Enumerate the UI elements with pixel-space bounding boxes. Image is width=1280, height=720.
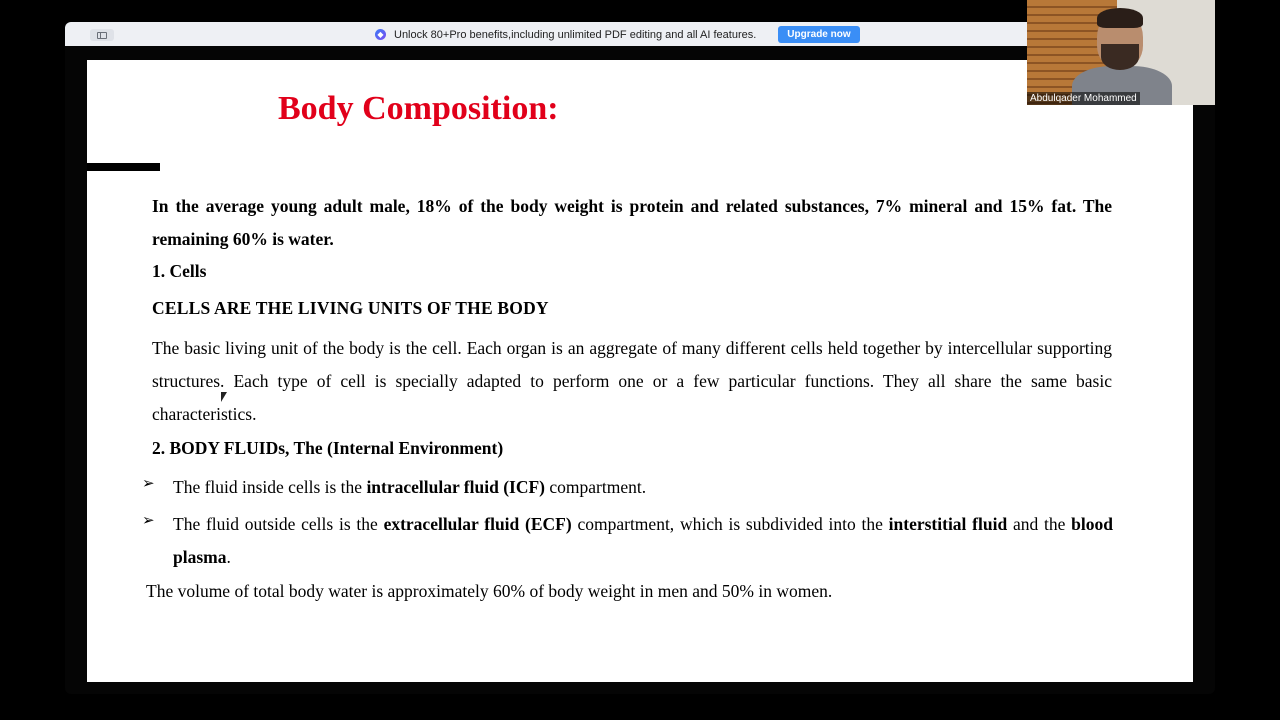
arrow-bullet-icon: ➢ [142, 476, 155, 492]
bullet-ecf-term: extracellular fluid (ECF) [383, 514, 572, 534]
participant-beard [1101, 44, 1139, 70]
participant-video-tile[interactable] [1027, 0, 1215, 105]
mouse-cursor-icon [221, 392, 227, 402]
promo-banner [375, 26, 860, 43]
section-heading-cells: 1. Cells [152, 261, 207, 281]
bullet-icf [142, 471, 1113, 504]
bullet-icf-post: compartment. [545, 477, 647, 497]
bullet-interstitial-term: interstitial fluid [888, 514, 1008, 534]
bullet-ecf [142, 508, 1113, 574]
promo-message: Unlock 80+Pro benefits,including unlimited PDF editing and all AI features. [394, 28, 757, 41]
sidebar-toggle-icon [97, 32, 107, 39]
arrow-bullet-icon: ➢ [142, 513, 155, 529]
bullet-plasma-term: blood plasma [173, 514, 1113, 567]
bullet-icf-term: intracellular fluid (ICF) [366, 477, 545, 497]
participant-hair [1097, 8, 1143, 28]
slide-title: Body Composition: [278, 90, 559, 127]
upgrade-now-button[interactable]: Upgrade now [778, 26, 859, 43]
section-heading-body-fluids: 2. BODY FLUIDs, The (Internal Environment) [152, 438, 504, 458]
title-rule [87, 163, 160, 171]
pro-badge-icon: ◆ [375, 29, 386, 40]
cells-subheading: CELLS ARE THE LIVING UNITS OF THE BODY [152, 298, 549, 318]
intro-paragraph: In the average young adult male, 18% of the body weight is protein and related substances, 7% mineral and 15% fat. The remaining 60% is water. [152, 196, 1112, 249]
participant-name: Abdulqader Mohammed [1027, 92, 1140, 105]
bullet-ecf-pre: The fluid outside cells is the [173, 514, 384, 534]
bullet-ecf-mid2: and the [1007, 514, 1072, 534]
cells-paragraph: The basic living unit of the body is the cell. Each organ is an aggregate of many different cells held together by intercellular supporting structures. Each type of cell is specially adapted to perform one or a few particular functions. They all share the same basic characteristics. [152, 338, 1112, 424]
bullet-ecf-mid: compartment, which is subdivided into the [571, 514, 889, 534]
bullet-ecf-post: . [226, 547, 231, 567]
bullet-icf-pre: The fluid inside cells is the [173, 477, 367, 497]
sidebar-toggle-button[interactable] [90, 29, 114, 41]
presentation-slide [87, 60, 1193, 682]
closing-statement: The volume of total body water is approximately 60% of body weight in men and 50% in women. [146, 581, 833, 601]
